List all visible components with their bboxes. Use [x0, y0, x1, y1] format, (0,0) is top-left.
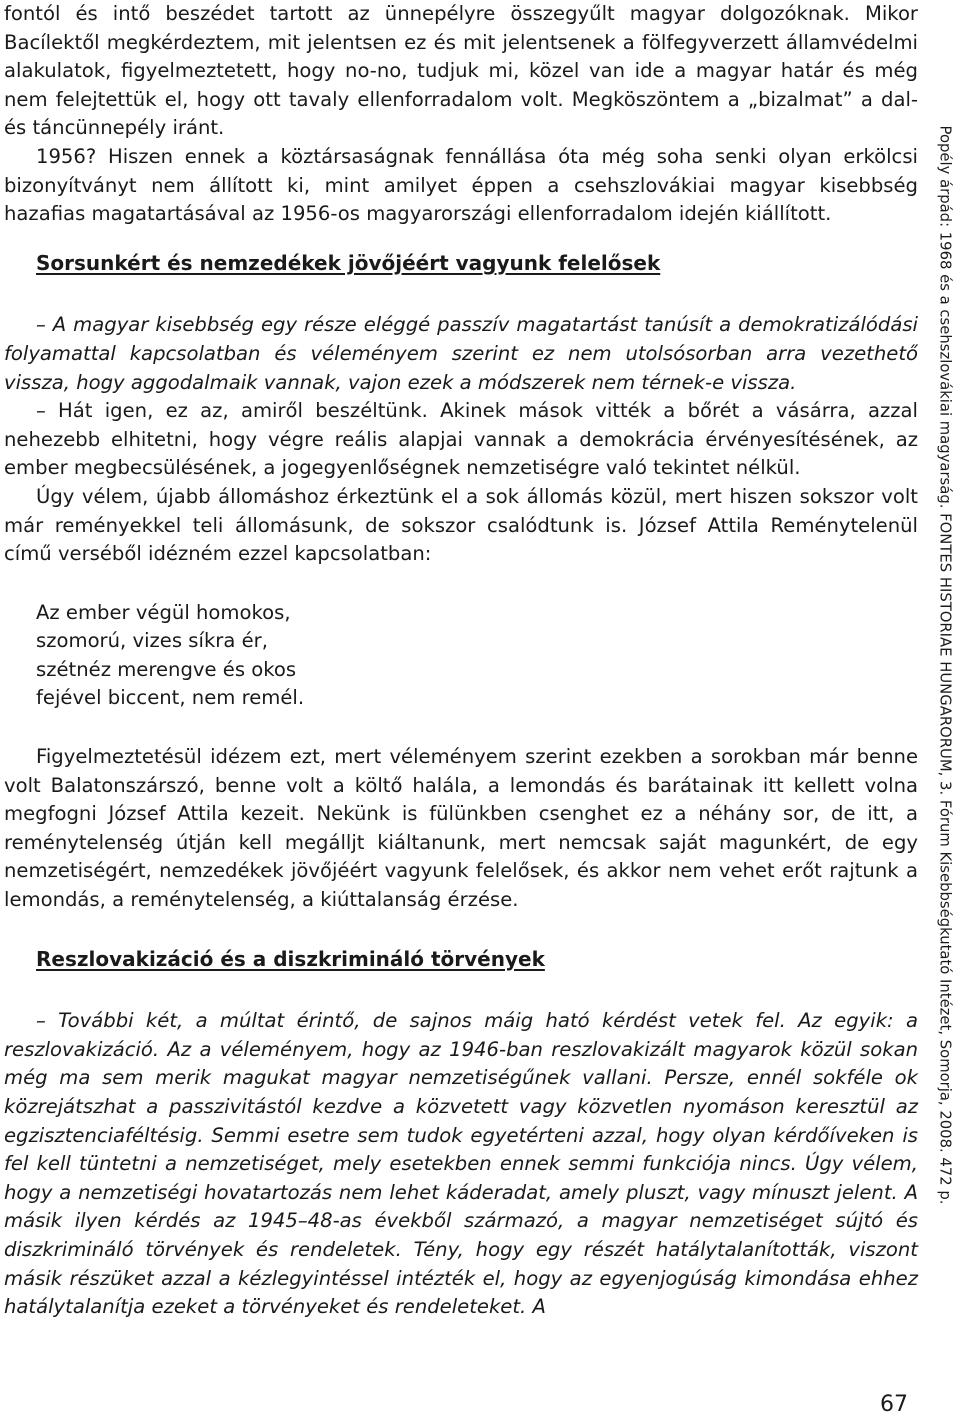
paragraph-3: Figyelmeztetésül idézem ezt, mert véleményem szerint ezekben a sorokban már benne volt Balatonszárszó, benne volt a költő halála, a lemondás és barátainak itt kellett volna megfogni József Attila kezeit. Nekünk is fülünkben csenghet ez a néhány sor, de itt, a reménytelenség útján kell megálljt kiáltanunk, mert nemcsak saját magunkért, de egy nemzetiségért, nemzedékek jövőjéért vagyunk felelősek, és akkor nem vehet erőt rajtunk a lemondás, a reménytelenség, a kiúttalanság érzése. [4, 745, 918, 912]
citation-sidebar [932, 0, 958, 1330]
interview-answer-1a: – Hát igen, ez az, amiről beszéltünk. Akinek mások vitték a bőrét a vásárra, azzal nehezebb elhitetni, hogy végre reális alapjai vannak a demokrácia érvényesítésének, az ember megbecsülésének, a jogegyenlőségnek nemzetiségre való tekintet nélkül. [4, 399, 918, 480]
interview-answer-1b: Úgy vélem, újabb állomáshoz érkeztünk el a sok állomás közül, mert hiszen sokszor volt már reményekkel teli állomásunk, de sokszor csalódtunk is. József Attila Reménytelenül című verséből idézném ezzel kapcsolatban: [4, 484, 918, 566]
paragraph-2: 1956? Hiszen ennek a köztársaságnak fennállása óta még soha senki olyan erkölcsi bizonyítványt nem állított ki, mint amilyet éppen a csehszlovákiai magyar kisebbség hazafias magatartásával az 1956-os magyarországi ellenforradalom idején kiállított. [4, 144, 918, 226]
interview-question-1: – A magyar kisebbség egy része eléggé passzív magatartást tanúsít a demokratizálódási folyamattal kapcsolatban és véleményem szerint ez nem utolsósorban arra vezethető vissza, hogy aggodalmaik vannak, vajon ezek a módszerek nem térnek-e vissza. [4, 313, 918, 394]
poem-line: Az ember végül homokos, [36, 600, 291, 624]
poem-line: szétnéz merengve és okos [36, 657, 297, 681]
interview-question-2: – További két, a múltat érintő, de sajnos máig ható kérdést vetek fel. Az egyik: a reszlovakizáció. Az a véleményem, hogy az 1946-ban reszlovakizált magyarok közül sokan még ma sem merik magukat magyar nemzetiségűnek vallani. Persze, ennél sokféle ok közrejátszhat a passzivitástól kezdve a közvetett vagy közvetlen nyomáson keresztül az egzisztenciaféltésig. Semmi esetre sem tudok egyetérteni azzal, hogy olyan kérdőíveken is fel kell tüntetni a nemzetiséget, mely esetekben ennek semmi funkciója nincs. Úgy vélem, hogy a nemzetiségi hovatartozás nem lehet káderadat, amely pluszt, vagy mínuszt jelent. A másik ilyen kérdés az 1945–48-as évekből származó, a magyar nemzetiséget sújtó és diszkrimináló törvények és rendeletek. Tény, hogy egy részét hatálytalanították, viszont másik részüket azzal a kézlegyintéssel intézték el, hogy az egyenjogúság kimondása ehhez hatálytalanítja ezeket a törvényeket és rendeleteket. A [4, 1009, 918, 1319]
poem-line: szomorú, vizes síkra ér, [36, 629, 268, 653]
citation-text: Popély árpád: 1968 és a csehszlovákiai magyarság. FONTES HISTORIAE HUNGARORUM, 3. Fórum Kisebbségkutató Intézet, Somorja, 2008. 472 p. [936, 125, 954, 1205]
text-column [4, 0, 918, 1322]
poem-quote [4, 599, 918, 713]
section-heading-2: Reszlovakizáció és a diszkrimináló törvények [36, 946, 545, 971]
poem-line: fejével biccent, nem remél. [36, 686, 305, 710]
section-heading-1: Sorsunkért és nemzedékek jövőjéért vagyunk felelősek [36, 250, 661, 275]
paragraph-1: fontól és intő beszédet tartott az ünnepélyre összegyűlt magyar dolgozóknak. Mikor Bacílektől megkérdeztem, mit jelentsen ez és mit jelentsenek a fölfegyverzett államvédelmi alakulatok, figyelmeztetett, hogy no-no, tudjuk mi, közel van ide a magyar határ és még nem felejtettük el, hogy ott tavaly ellenforradalom volt. Megköszöntem a „bizalmat” a dal- és táncünnepély iránt. [4, 2, 918, 140]
page-number: 67 [880, 1392, 908, 1417]
